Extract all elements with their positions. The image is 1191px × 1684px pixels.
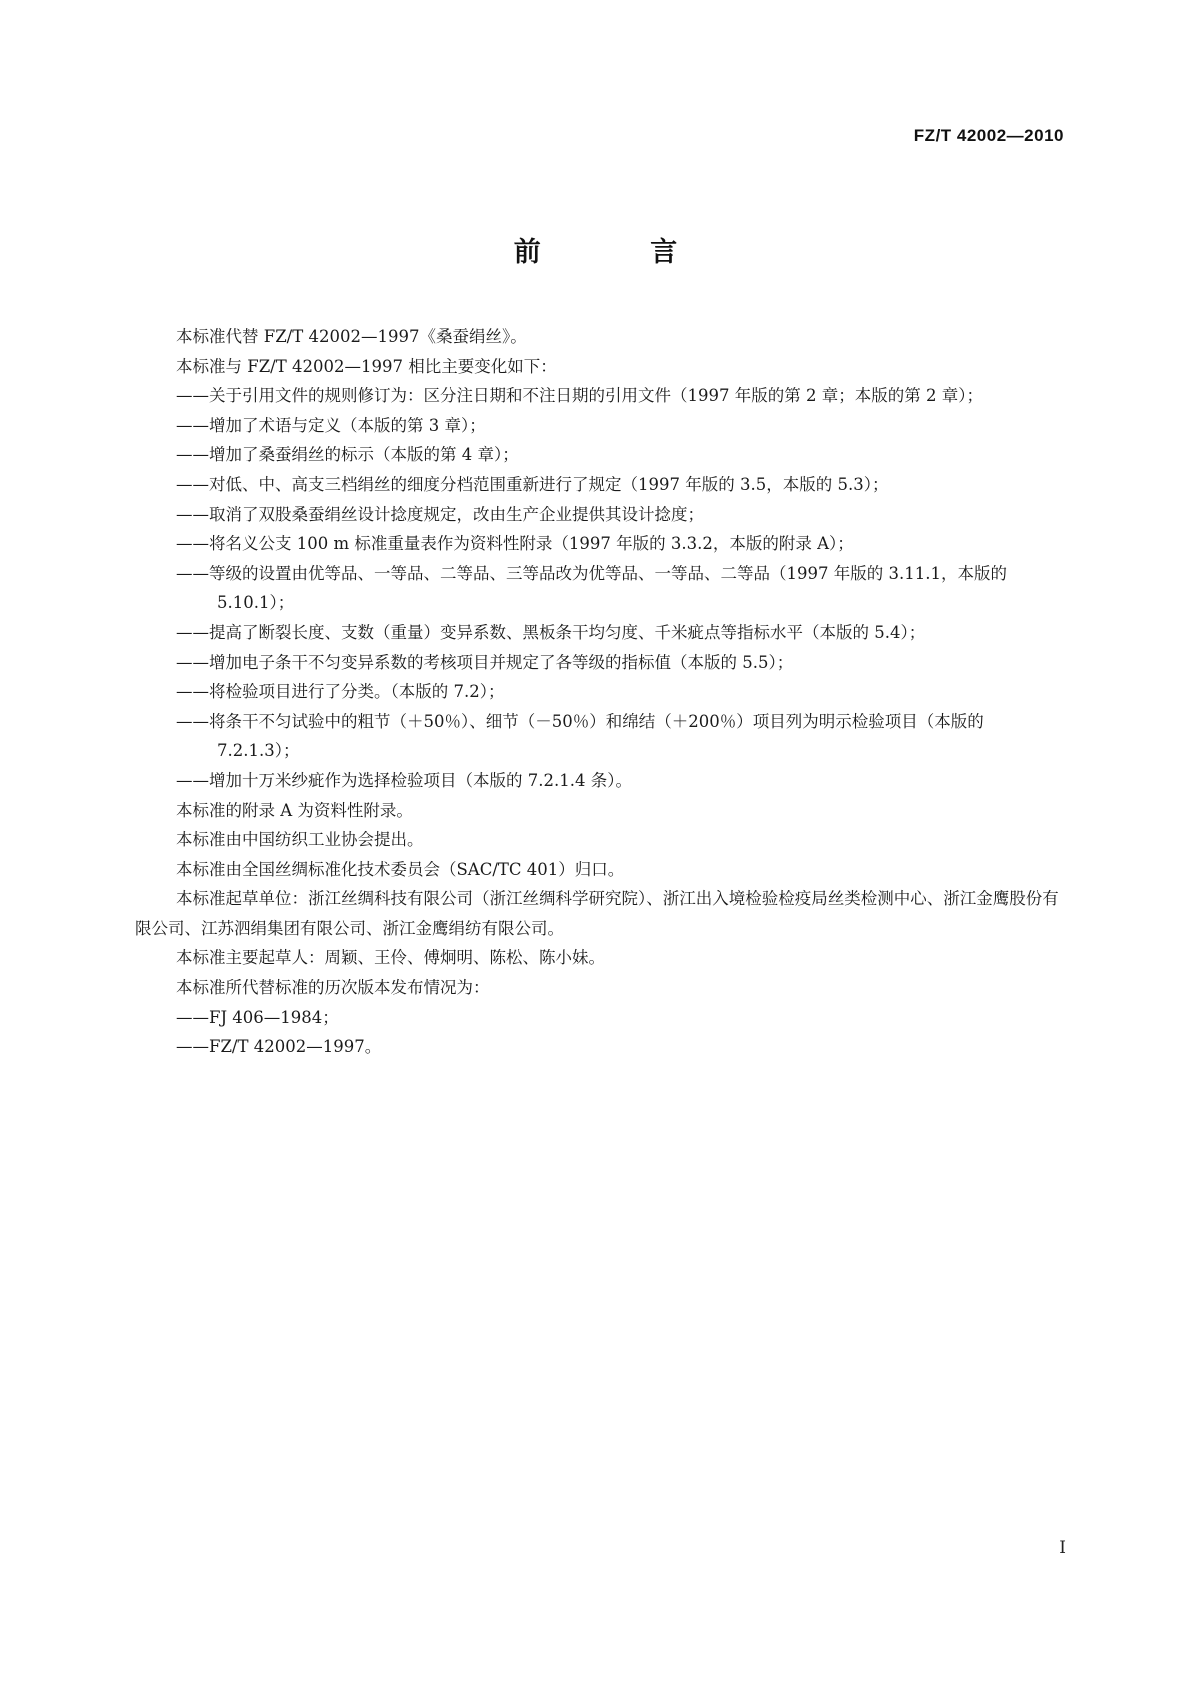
change-item: ——将名义公支 100 m 标准重量表作为资料性附录（1997 年版的 3.3.2，本版的附录 A）； (176, 534, 854, 554)
change-item: ——等级的设置由优等品、一等品、二等品、三等品改为优等品、一等品、二等品（1997 年版的 3.11.1，本版的 5.10.1）； (176, 563, 1007, 613)
change-item: ——增加电子条干不匀变异系数的考核项目并规定了各等级的指标值（本版的 5.5）； (176, 652, 794, 672)
intro-paragraph-2: 本标准与 FZ/T 42002—1997 相比主要变化如下： (176, 356, 557, 376)
change-item: ——取消了双股桑蚕绢丝设计捻度规定，改由生产企业提供其设计捻度； (176, 504, 704, 524)
history-intro: 本标准所代替标准的历次版本发布情况为： (176, 978, 490, 998)
history-item: ——FJ 406—1984； (176, 1007, 339, 1027)
change-item: ——关于引用文件的规则修订为：区分注日期和不注日期的引用文件（1997 年版的第 2 章；本版的第 2 章）； (176, 386, 983, 406)
appendix-note: 本标准的附录 A 为资料性附录。 (176, 800, 413, 820)
change-item: ——增加十万米纱疵作为选择检验项目（本版的 7.2.1.4 条）。 (176, 770, 632, 790)
change-item: ——将检验项目进行了分类。（本版的 7.2）； (176, 682, 505, 702)
drafting-units: 本标准起草单位：浙江丝绸科技有限公司（浙江丝绸科学研究院）、浙江出入境检验检疫局丝类检测中心、浙江金鹰股份有限公司、江苏泗绢集团有限公司、浙江金鹰绢纺有限公司。 (135, 889, 1059, 938)
page-title: 前 言 (513, 237, 728, 268)
proposed-by: 本标准由中国纺织工业协会提出。 (176, 830, 424, 850)
change-item: ——将条干不匀试验中的粗节（＋50％）、细节（－50％）和绵结（＋200％）项目列为明示检验项目（本版的 7.2.1.3）； (176, 711, 984, 761)
document-body (135, 322, 1060, 1062)
standard-number: FZ/T 42002—2010 (913, 126, 1064, 145)
change-item: ——增加了桑蚕绢丝的标示（本版的第 4 章）； (176, 445, 519, 465)
intro-paragraph-1: 本标准代替 FZ/T 42002—1997《桑蚕绢丝》。 (176, 327, 527, 346)
change-item: ——对低、中、高支三档绢丝的细度分档范围重新进行了规定（1997 年版的 3.5，本版的 5.3）； (176, 474, 889, 494)
centralized-by: 本标准由全国丝绸标准化技术委员会（SAC/TC 401）归口。 (176, 859, 625, 879)
change-item: ——增加了术语与定义（本版的第 3 章）； (176, 415, 486, 435)
page-number: I (1059, 1538, 1066, 1558)
history-item: ——FZ/T 42002—1997。 (176, 1037, 382, 1057)
change-item: ——提高了断裂长度、支数（重量）变异系数、黑板条干均匀度、千米疵点等指标水平（本版的 5.4）； (176, 622, 926, 642)
drafters: 本标准主要起草人：周颖、王伶、傅炯明、陈松、陈小妹。 (176, 948, 605, 968)
